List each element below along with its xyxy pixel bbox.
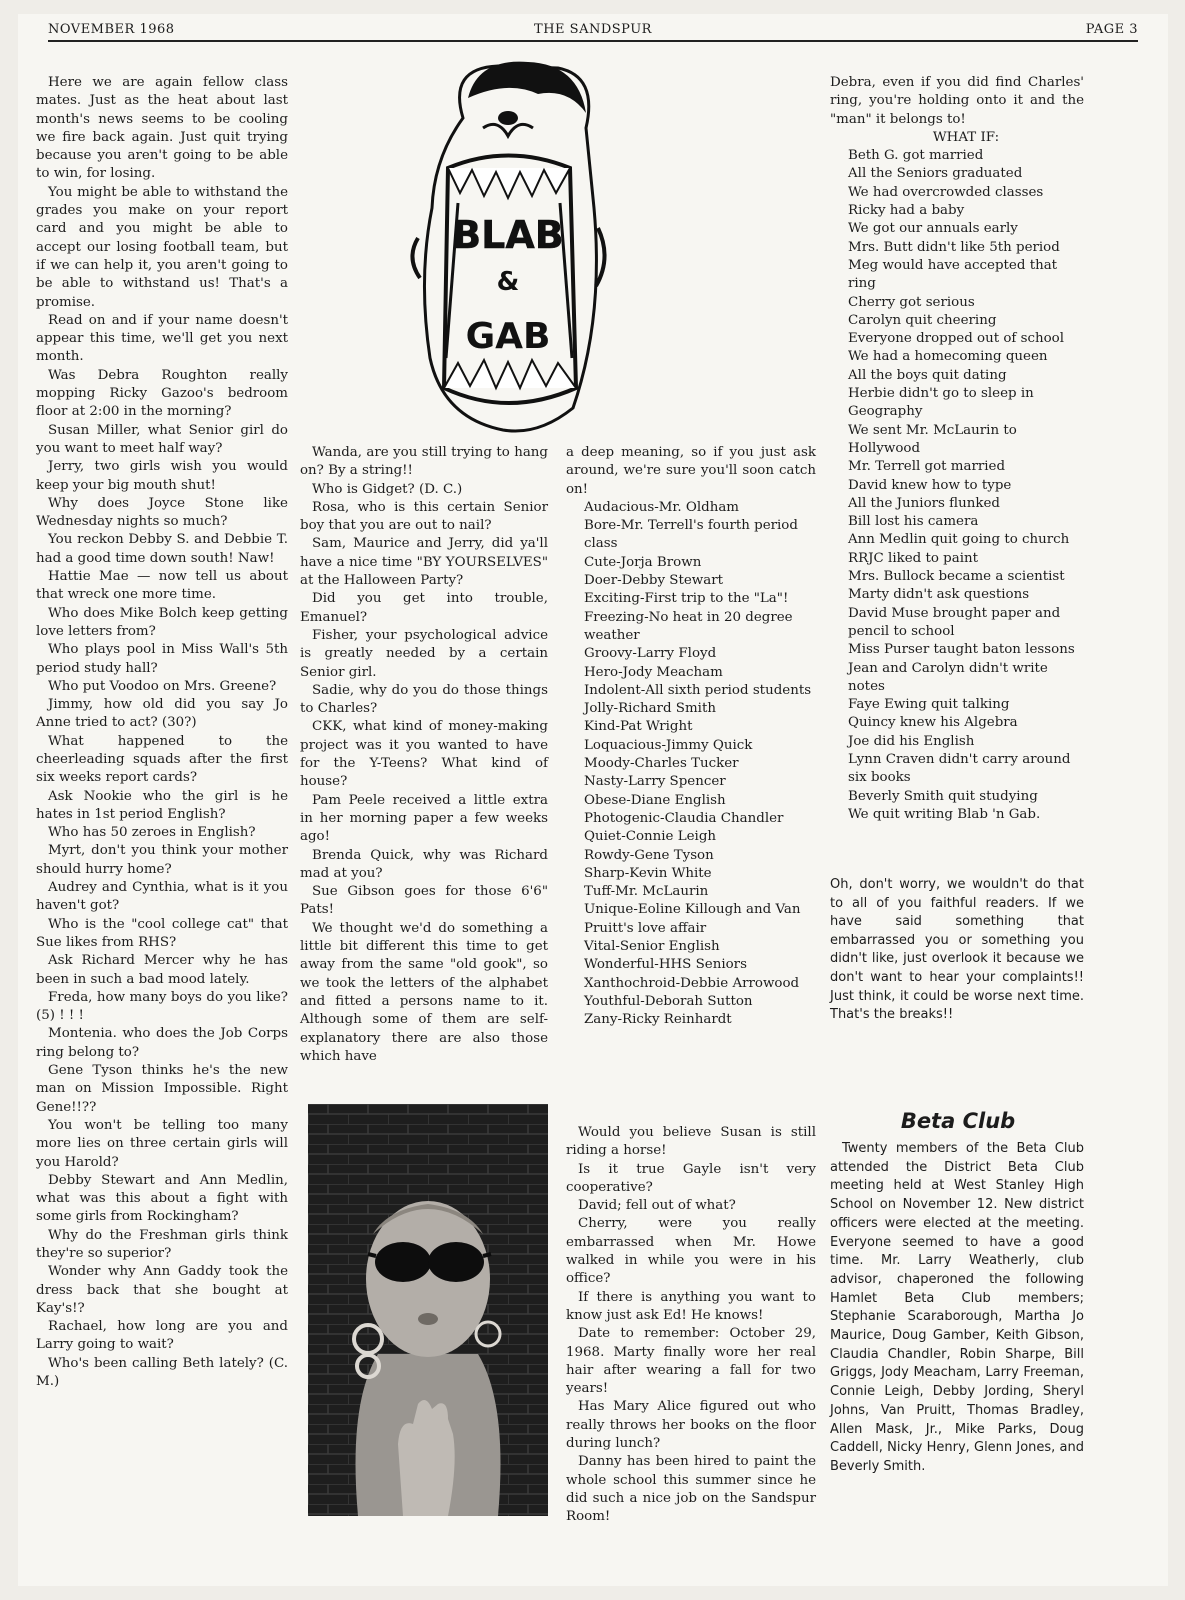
blab-and-gab-cartoon: [408, 58, 608, 436]
col1-item: Debby Stewart and Ann Medlin, what was this about a fight with some girls from Rockingham?: [36, 1172, 288, 1225]
alphabet-item: Zany-Ricky Reinhardt: [584, 1012, 732, 1028]
alphabet-item: Loquacious-Jimmy Quick: [584, 737, 753, 753]
alphabet-item: Moody-Charles Tucker: [584, 756, 739, 772]
whatif-item: Lynn Craven didn't carry around six books: [848, 751, 1071, 786]
whatif-item: We had overcrowded classes: [848, 184, 1044, 200]
col3b-item: Is it true Gayle isn't very cooperative?: [566, 1161, 816, 1195]
alphabet-item: Hero-Jody Meacham: [584, 664, 723, 680]
alphabet-item: Audacious-Mr. Oldham: [584, 499, 740, 515]
col1-item: Audrey and Cynthia, what is it you haven't got?: [36, 880, 288, 914]
col3b-item: Date to remember: October 29, 1968. Marty finally wore her real hair after wearing a fall for two years!: [566, 1326, 816, 1397]
alphabet-list: [566, 499, 816, 1030]
col2-item: Fisher, your psychological advice is greatly needed by a certain Senior girl.: [300, 627, 548, 680]
col2-item: Rosa, who is this certain Senior boy that you are out to nail?: [300, 499, 548, 534]
col2-item: Pam Peele received a little extra in her morning paper a few weeks ago!: [300, 792, 548, 845]
whatif-item: Quincy knew his Algebra: [848, 715, 1018, 731]
whatif-item: Mrs. Bullock became a scientist: [848, 569, 1065, 585]
whatif-item: Mr. Terrell got married: [848, 459, 1006, 475]
what-if-heading: WHAT IF:: [932, 129, 1000, 145]
alphabet-item: Wonderful-HHS Seniors: [584, 957, 747, 973]
whatif-item: Carolyn quit cheering: [848, 312, 997, 328]
whatif-item: Everyone dropped out of school: [848, 331, 1065, 347]
whatif-item: Cherry got serious: [848, 294, 975, 310]
column-1: [36, 74, 288, 1391]
whatif-item: RRJC liked to paint: [848, 550, 979, 566]
baby-sunglasses-photo: [308, 1104, 548, 1516]
beta-club-text: Twenty members of the Beta Club attended the District Beta Club meeting held at West Stanley High School on November 12. New district officers were elected at the meeting. Everyone seemed to have a good time. Mr. Larry Weatherly, club advisor, chaperoned the following Hamlet Beta Club members; Stephanie Scaraborough, Martha Jo Maurice, Doug Gamber, Keith Gibson, Claudia Chandler, Robin Sharpe, Bill Griggs, Jody Meacham, Larry Freeman, Connie Leigh, Debby Jording, Sheryl Johns, Van Pruitt, Thomas Bradley, Allen Mask, Jr., Mike Parks, Doug Caddell, Nicky Henry, Glenn Jones, and Beverly Smith.: [830, 1141, 1084, 1474]
col2-item: Sue Gibson goes for those 6'6" Pats!: [300, 884, 548, 918]
alphabet-item: Unique-Eoline Killough and Van Pruitt's love affair: [584, 902, 801, 936]
beta-club-article: [830, 1140, 1084, 1477]
whatif-item: Joe did his English: [848, 733, 975, 749]
col2-item: Brenda Quick, why was Richard mad at you?: [300, 847, 548, 881]
col2-item: We thought we'd do something a little bit different this time to get away from the same "old gook", so we took the letters of the alphabet and fitted a persons name to it. Although some of them are self-explanatory there are also those which have: [300, 920, 548, 1064]
alphabet-item: Youthful-Deborah Sutton: [584, 993, 753, 1009]
col3b-item: Has Mary Alice figured out who really throws her books on the floor during lunch?: [566, 1399, 816, 1452]
col1-item: Who plays pool in Miss Wall's 5th period study hall?: [36, 642, 288, 676]
alphabet-item: Cute-Jorja Brown: [584, 554, 702, 570]
alphabet-item: Bore-Mr. Terrell's fourth period class: [584, 518, 798, 552]
whatif-item: All the Juniors flunked: [848, 495, 1000, 511]
col1-item: Jerry, two girls wish you would keep your big mouth shut!: [36, 459, 288, 493]
alphabet-item: Sharp-Kevin White: [584, 865, 712, 881]
alphabet-item: Nasty-Larry Spencer: [584, 774, 726, 790]
col1-item: Who has 50 zeroes in English?: [48, 825, 256, 841]
col3b-item: If there is anything you want to know just ask Ed! He knows!: [566, 1289, 816, 1323]
col1-item: Susan Miller, what Senior girl do you want to meet half way?: [36, 422, 288, 456]
col1-item: Gene Tyson thinks he's the new man on Mission Impossible. Right Gene!!??: [36, 1063, 288, 1115]
col1-item: Who's been calling Beth lately? (C. M.): [36, 1355, 288, 1390]
col3b-item: Danny has been hired to paint the whole school this summer since he did such a nice job on the Sandspur Room!: [566, 1454, 816, 1525]
col1-item: You might be able to withstand the grades you make on your report card and you might be able to accept our losing football team, but if we can help it, you aren't going to be able to withstand us! That's a promise.: [36, 184, 288, 310]
alphabet-item: Freezing-No heat in 20 degree weather: [584, 609, 793, 643]
beta-club-heading: Beta Club: [900, 1109, 1016, 1133]
newspaper-page: [18, 14, 1168, 1586]
whatif-item: Ann Medlin quit going to church: [848, 532, 1070, 548]
col2-item: Sam, Maurice and Jerry, did ya'll have a nice time "BY YOURSELVES" at the Halloween Party?: [300, 536, 548, 589]
whatif-item: Ricky had a baby: [848, 203, 965, 219]
col1-item: Wonder why Ann Gaddy took the dress back that she bought at Kay's!?: [36, 1264, 288, 1316]
debra-paragraph: Debra, even if you did find Charles' ring, you're holding onto it and the "man" it belongs to!: [830, 75, 1084, 127]
whatif-item: We had a homecoming queen: [848, 349, 1048, 365]
col3b-item: David; fell out of what?: [578, 1198, 736, 1214]
alphabet-item: Rowdy-Gene Tyson: [584, 847, 714, 863]
col1-item: You reckon Debby S. and Debbie T. had a good time down south! Naw!: [36, 532, 288, 566]
col2-item: Did you get into trouble, Emanuel?: [300, 591, 548, 625]
whatif-item: Jean and Carolyn didn't write notes: [848, 660, 1048, 694]
what-if-list: [830, 147, 1084, 824]
alphabet-item: Doer-Debby Stewart: [584, 573, 723, 589]
issue-date: NOVEMBER 1968: [48, 22, 175, 37]
alphabet-item: Indolent-All sixth period students: [584, 682, 812, 698]
whatif-item: We got our annuals early: [848, 221, 1018, 237]
alphabet-item: Vital-Senior English: [584, 939, 720, 955]
col1-item: Hattie Mae — now tell us about that wreck one more time.: [36, 569, 288, 603]
col1-item: Why do the Freshman girls think they're so superior?: [36, 1227, 288, 1261]
col1-item: Read on and if your name doesn't appear this time, we'll get you next month.: [36, 312, 288, 365]
whatif-item: We sent Mr. McLaurin to Hollywood: [848, 422, 1017, 456]
col1-item: Freda, how many boys do you like? (5) ! ! !: [36, 989, 288, 1024]
col3b-item: Cherry, were you really embarrassed when Mr. Howe walked in while you were in his office?: [566, 1216, 816, 1287]
whatif-item: All the Seniors graduated: [848, 166, 1023, 182]
closing-paragraph: Oh, don't worry, we wouldn't do that to all of you faithful readers. If we have said something that embarrassed you or something you didn't like, just overlook it because we don't want to hear your complaints!! Just think, it could be worse next time. That's the breaks!!: [830, 877, 1084, 1023]
column-3: [566, 444, 816, 1030]
whatif-item: Beverly Smith quit studying: [848, 788, 1038, 804]
alphabet-item: Photogenic-Claudia Chandler: [584, 810, 784, 826]
whatif-item: Bill lost his camera: [848, 514, 979, 530]
whatif-item: Marty didn't ask questions: [848, 587, 1030, 603]
col1-item: Montenia. who does the Job Corps ring belong to?: [36, 1026, 288, 1060]
whatif-item: Meg would have accepted that ring: [848, 257, 1058, 292]
cartoon-blab-text: BLAB: [452, 213, 564, 257]
alphabet-item: Groovy-Larry Floyd: [584, 646, 717, 662]
closing-block: [830, 876, 1084, 1025]
col1-item: Who is the "cool college cat" that Sue likes from RHS?: [36, 916, 288, 950]
col1-item: Jimmy, how old did you say Jo Anne tried to act? (30?): [36, 697, 288, 731]
whatif-item: David knew how to type: [848, 477, 1012, 493]
whatif-item: Miss Purser taught baton lessons: [848, 642, 1075, 658]
col1-item: Who does Mike Bolch keep getting love letters from?: [36, 605, 288, 639]
column-3-lower: [566, 1124, 816, 1527]
col2-item: CKK, what kind of money-making project was it you wanted to have for the Y-Teens? What kind of house?: [300, 719, 548, 790]
col2-item: Who is Gidget? (D. C.): [312, 481, 463, 497]
alphabet-item: Exciting-First trip to the "La"!: [584, 591, 789, 607]
col3b-item: Would you believe Susan is still riding a horse!: [566, 1125, 816, 1159]
col1-item: Ask Nookie who the girl is he hates in 1st period English?: [36, 788, 288, 822]
alphabet-item: Jolly-Richard Smith: [584, 701, 716, 717]
column-4: [830, 74, 1084, 824]
alphabet-item: Xanthochroid-Debbie Arrowood: [584, 975, 800, 991]
whatif-item: David Muse brought paper and pencil to school: [848, 605, 1061, 639]
col1-item: Here we are again fellow class mates. Just as the heat about last month's news seems to be cooling we fire back again. Just quit trying because you aren't going to be able to win, for losing.: [36, 75, 288, 182]
alphabet-item: Quiet-Connie Leigh: [584, 829, 717, 845]
header-rule: [48, 40, 1138, 42]
cartoon-gab-text: GAB: [465, 316, 551, 357]
alphabet-item: Kind-Pat Wright: [584, 719, 693, 735]
col1-item: Who put Voodoo on Mrs. Greene?: [48, 678, 277, 694]
alphabet-item: Tuff-Mr. McLaurin: [584, 884, 709, 900]
col1-item: You won't be telling too many more lies on three certain girls will you Harold?: [36, 1117, 288, 1170]
col1-item: Was Debra Roughton really mopping Ricky Gazoo's bedroom floor at 2:00 in the morning?: [36, 367, 288, 420]
col1-item: Myrt, don't you think your mother should hurry home?: [36, 843, 288, 877]
col1-item: Rachael, how long are you and Larry going to wait?: [36, 1319, 288, 1353]
cartoon-ampersand: &: [496, 267, 520, 297]
col1-item: What happened to the cheerleading squads after the first six weeks report cards?: [36, 733, 288, 786]
page-number: PAGE 3: [1085, 22, 1138, 37]
whatif-item: We quit writing Blab 'n Gab.: [848, 806, 1041, 822]
paper-name: THE SANDSPUR: [534, 22, 652, 37]
photo-image: [308, 1104, 548, 1516]
whatif-item: Faye Ewing quit talking: [848, 697, 1010, 713]
col1-item: Why does Joyce Stone like Wednesday nights so much?: [36, 495, 288, 530]
alphabet-intro: a deep meaning, so if you just ask around, we're sure you'll soon catch on!: [566, 445, 816, 497]
whatif-item: All the boys quit dating: [848, 367, 1007, 383]
alphabet-item: Obese-Diane English: [584, 792, 726, 808]
whatif-item: Beth G. got married: [848, 148, 984, 164]
whatif-item: Mrs. Butt didn't like 5th period: [848, 239, 1060, 255]
column-2: [300, 444, 548, 1066]
col2-item: Wanda, are you still trying to hang on? By a string!!: [300, 445, 548, 479]
whatif-item: Herbie didn't go to sleep in Geography: [848, 386, 1034, 420]
col1-item: Ask Richard Mercer why he has been in such a bad mood lately.: [36, 953, 288, 987]
col2-item: Sadie, why do you do those things to Charles?: [300, 682, 548, 717]
